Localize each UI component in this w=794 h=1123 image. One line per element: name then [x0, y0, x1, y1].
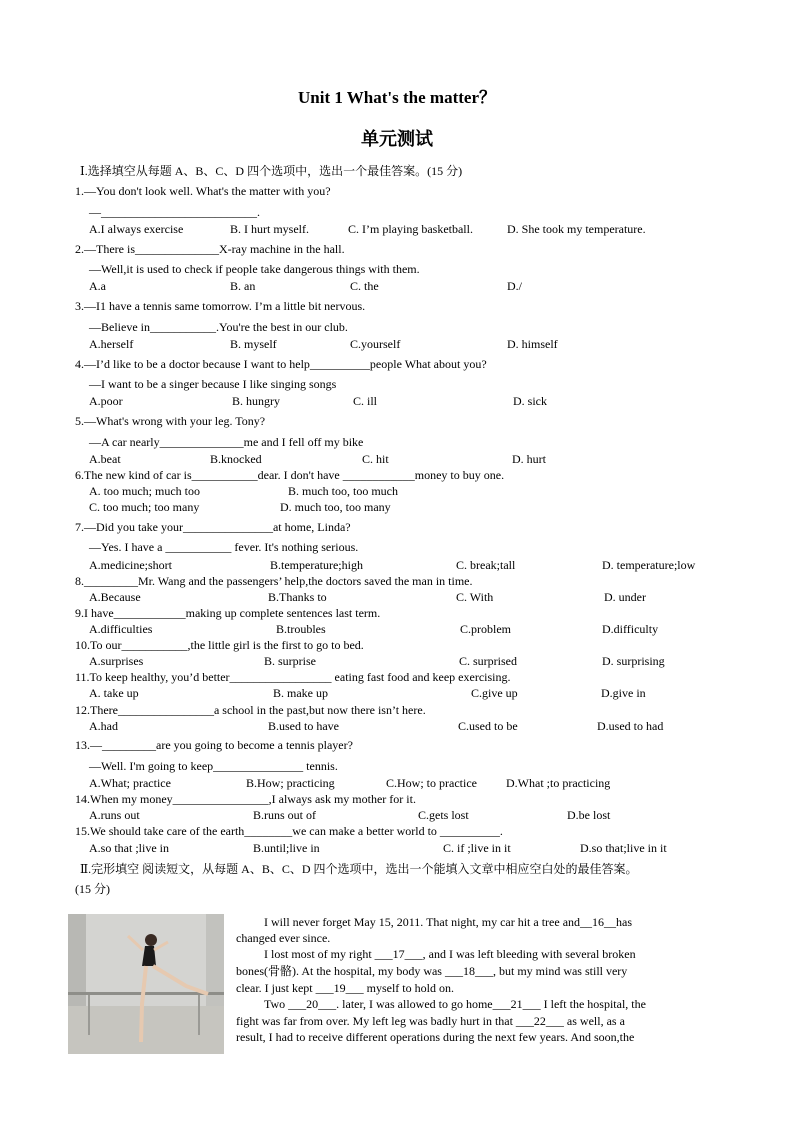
option: A.herself [89, 337, 134, 351]
question-stem: 15.We should take care of the earth________we can make a better world to __________. [75, 824, 503, 838]
option: C.How; to practice [386, 776, 477, 790]
option: C.problem [460, 622, 511, 636]
option: C. the [350, 279, 379, 293]
option: A. take up [89, 686, 139, 700]
section1-heading: Ⅰ.选择填空从每题 A、B、C、D 四个选项中，选出一个最佳答案。(15 分) [80, 164, 463, 178]
option: A.I always exercise [89, 222, 184, 236]
question-stem: 13.—_________are you going to become a tennis player? [75, 738, 353, 752]
option: D.be lost [567, 808, 611, 822]
question-stem: 5.—What's wrong with your leg. Tony? [75, 414, 266, 428]
option: C. ill [353, 394, 378, 408]
option: D.difficulty [602, 622, 659, 636]
option: D.so that;live in it [580, 841, 667, 855]
option: C. With [456, 590, 494, 604]
option: A.Because [89, 590, 141, 604]
passage-line: I will never forget May 15, 2011. That night, my car hit a tree and__16__has [264, 915, 633, 929]
option: A.medicine;short [89, 558, 172, 572]
answer-line: —Well. I'm going to keep_______________ tennis. [89, 759, 338, 773]
option: A.difficulties [89, 622, 153, 636]
option: C.yourself [350, 337, 401, 351]
question-stem: 4.—I’d like to be a doctor because I want to help__________people What about you? [75, 357, 487, 371]
option: C. surprised [459, 654, 517, 668]
option: C.used to be [458, 719, 518, 733]
option: B.How; practicing [246, 776, 335, 790]
option: B.temperature;high [270, 558, 363, 572]
page-subtitle: 单元测试 [361, 129, 433, 149]
answer-line: —Believe in___________.You're the best in our club. [89, 320, 348, 334]
option: B.used to have [268, 719, 339, 733]
option: D./ [507, 279, 522, 293]
option: A.What; practice [89, 776, 171, 790]
answer-line: —I want to be a singer because I like singing songs [89, 377, 337, 391]
option: A.so that ;live in [89, 841, 169, 855]
question-stem: 11.To keep healthy, you’d better_________________ eating fast food and keep exercising. [75, 670, 511, 684]
option: B. an [230, 279, 256, 293]
option: A.beat [89, 452, 121, 466]
question-stem: 9.I have____________making up complete sentences last term. [75, 606, 381, 620]
option: B.Thanks to [268, 590, 327, 604]
question-stem: 7.—Did you take your_______________at home, Linda? [75, 520, 351, 534]
option: A.poor [89, 394, 123, 408]
option: D. himself [507, 337, 558, 351]
question-stem: 8._________Mr. Wang and the passengers’ help,the doctors saved the man in time. [75, 574, 473, 588]
option: D. She took my temperature. [507, 222, 646, 236]
question-stem: 6.The new kind of car is___________dear. I don't have ____________money to buy one. [75, 468, 505, 482]
option: A.had [89, 719, 118, 733]
answer-line: —Yes. I have a ___________ fever. It's nothing serious. [89, 540, 359, 554]
answer-line: —A car nearly______________me and I fell off my bike [89, 435, 364, 449]
option: B. surprise [264, 654, 316, 668]
option: A.a [89, 279, 106, 293]
option: B.until;live in [253, 841, 320, 855]
passage-line: clear. I just kept ___19___ myself to hold on. [236, 981, 454, 995]
question-stem: 14.When my money________________,I always ask my mother for it. [75, 792, 416, 806]
option: D. hurt [512, 452, 546, 466]
option: C. if ;live in it [443, 841, 511, 855]
option: D. temperature;low [602, 558, 696, 572]
option: D.What ;to practicing [506, 776, 611, 790]
passage-line: result, I had to receive different operations during the next few years. And soon,the [236, 1030, 635, 1044]
option: C. I’m playing basketball. [348, 222, 473, 236]
ballet-dancer-photo [68, 914, 224, 1054]
answer-line: —Well,it is used to check if people take dangerous things with them. [89, 262, 420, 276]
option: A. too much; much too [89, 484, 200, 498]
passage-line: Two ___20___. later, I was allowed to go home___21___ I left the hospital, the [264, 997, 646, 1011]
option: B.runs out of [253, 808, 316, 822]
passage-line: I lost most of my right ___17___, and I was left bleeding with several broken [264, 947, 636, 961]
question-stem: 1.—You don't look well. What's the matter with you? [75, 184, 331, 198]
ballet-dancer-icon [68, 914, 224, 1054]
option: A.surprises [89, 654, 144, 668]
question-stem: 12.There________________a school in the past,but now there isn’t here. [75, 703, 426, 717]
section2-heading-score: (15 分) [75, 882, 110, 896]
option: B.troubles [276, 622, 326, 636]
option: D.give in [601, 686, 646, 700]
passage-line: changed ever since. [236, 931, 331, 945]
page-title: Unit 1 What's the matter？ [298, 88, 496, 107]
option: B. hungry [232, 394, 280, 408]
answer-line: —__________________________. [89, 205, 260, 219]
option: C. hit [362, 452, 389, 466]
option: B. myself [230, 337, 277, 351]
option: C. break;tall [456, 558, 516, 572]
option: C.gets lost [418, 808, 469, 822]
question-stem: 3.—I1 have a tennis same tomorrow. I’m a little bit nervous. [75, 299, 366, 313]
section2-heading: Ⅱ.完形填空 阅读短文，从每题 A、B、C、D 四个选项中，选出一个能填入文章中相应空白处的最佳答案。 [80, 862, 638, 876]
option: D. much too, too many [280, 500, 391, 514]
passage-line: fight was far from over. My left leg was badly hurt in that ___22___ as well, as a [236, 1014, 625, 1028]
option: B. I hurt myself. [230, 222, 309, 236]
option: D. under [604, 590, 646, 604]
option: C. too much; too many [89, 500, 200, 514]
option: D. sick [513, 394, 547, 408]
option: D.used to had [597, 719, 664, 733]
option: B. make up [273, 686, 328, 700]
question-stem: 2.—There is______________X-ray machine in the hall. [75, 242, 345, 256]
option: B. much too, too much [288, 484, 398, 498]
option: A.runs out [89, 808, 140, 822]
option: B.knocked [210, 452, 262, 466]
question-stem: 10.To our___________,the little girl is the first to go to bed. [75, 638, 364, 652]
passage-line: bones(骨骼). At the hospital, my body was ___18___, but my mind was still very [236, 964, 628, 978]
option: C.give up [471, 686, 518, 700]
option: D. surprising [602, 654, 665, 668]
